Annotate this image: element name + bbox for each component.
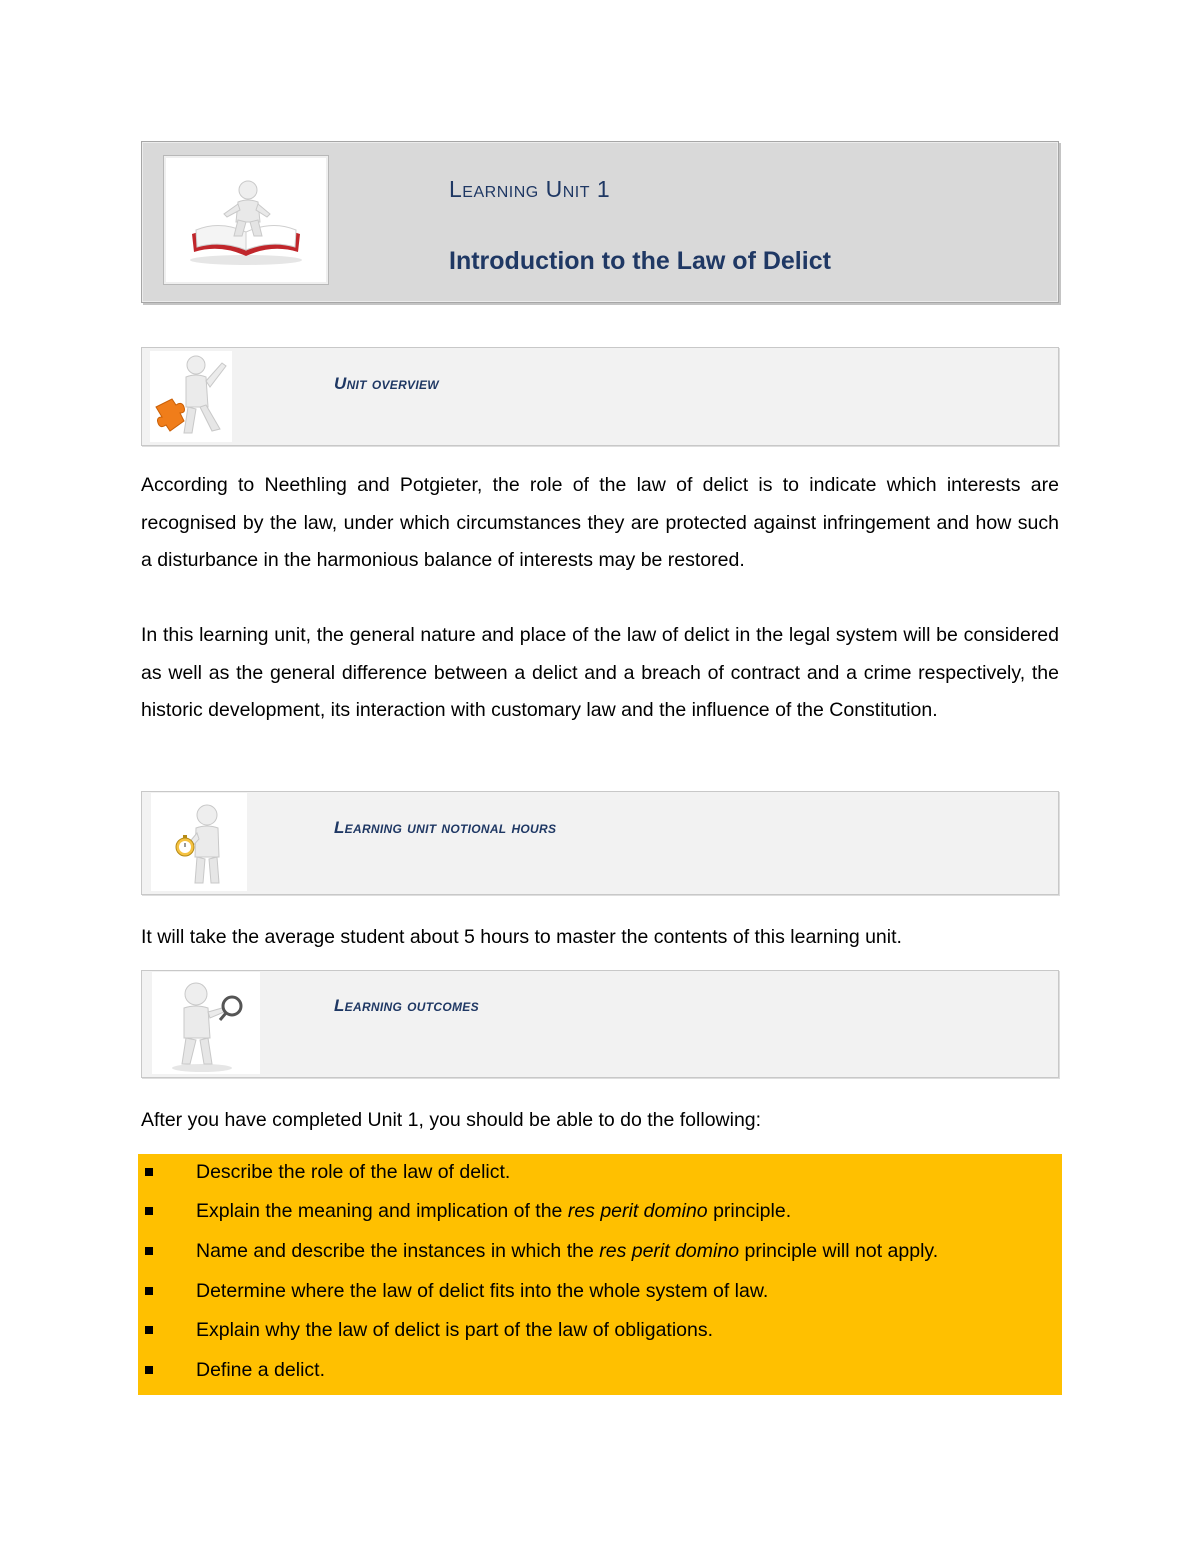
bullet-icon <box>145 1247 153 1255</box>
outcome-text: Explain why the law of delict is part of the law of obligations. <box>196 1319 714 1341</box>
outcomes-list <box>138 1154 1062 1395</box>
learning-outcomes-section <box>141 970 1059 1078</box>
outcomes-intro-text: After you have completed Unit 1, you should be able to do the following: <box>141 1109 762 1131</box>
list-item <box>138 1240 1062 1280</box>
overview-paragraph-2: In this learning unit, the general nature and place of the law of delict in the legal system will be considered as well as the general difference between a delict and a breach of contract and a crime respectively, the historic development, its interaction with customary law and the influence of the Constitution. <box>141 624 1059 721</box>
learning-outcomes-heading: Learning outcomes <box>334 996 479 1015</box>
unit-header-banner <box>141 141 1059 303</box>
list-item <box>138 1161 1062 1201</box>
outcome-text: Define a delict. <box>196 1359 325 1381</box>
outcome-text: Explain the meaning and implication of the res perit domino principle. <box>196 1200 792 1222</box>
list-item <box>138 1200 1062 1240</box>
notional-hours-heading: Learning unit notional hours <box>334 818 557 837</box>
unit-overview-section <box>141 347 1059 446</box>
bullet-icon <box>145 1287 153 1295</box>
list-item <box>138 1280 1062 1320</box>
magnifier-figure-icon <box>152 972 260 1074</box>
stopwatch-figure-icon <box>151 793 247 891</box>
list-item <box>138 1319 1062 1359</box>
bullet-icon <box>145 1366 153 1374</box>
notional-hours-section <box>141 791 1059 895</box>
list-item <box>138 1359 1062 1399</box>
overview-paragraph-1: According to Neethling and Potgieter, the role of the law of delict is to indicate which interests are recognised by the law, under which circumstances they are protected against infringement and how such a disturbance in the harmonious balance of interests may be restored. <box>141 474 1059 571</box>
notional-hours-text: It will take the average student about 5 hours to master the contents of this learning unit. <box>141 926 902 948</box>
bullet-icon <box>145 1207 153 1215</box>
bullet-icon <box>145 1326 153 1334</box>
puzzle-figure-icon <box>150 351 232 442</box>
unit-number-label: Learning Unit 1 <box>449 176 611 202</box>
book-figure-image <box>163 155 329 285</box>
bullet-icon <box>145 1168 153 1176</box>
outcome-text: Determine where the law of delict fits into the whole system of law. <box>196 1280 769 1302</box>
book-figure-icon <box>164 156 328 284</box>
unit-overview-heading: Unit overview <box>334 374 439 393</box>
outcome-text: Name and describe the instances in which the res perit domino principle will not apply. <box>196 1240 939 1262</box>
unit-title: Introduction to the Law of Delict <box>449 247 831 275</box>
outcome-text: Describe the role of the law of delict. <box>196 1161 511 1183</box>
